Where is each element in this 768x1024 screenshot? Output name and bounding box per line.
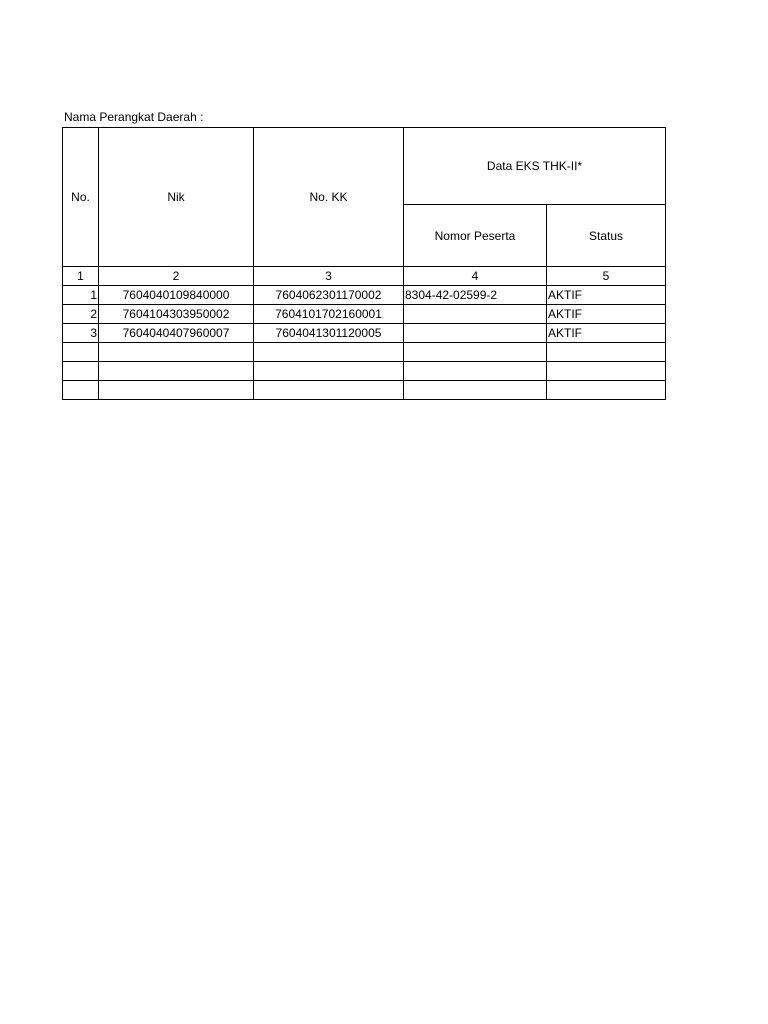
cell-no-kk — [254, 343, 404, 362]
cell-no — [63, 362, 99, 381]
cell-no-kk — [254, 381, 404, 400]
column-number: 3 — [254, 267, 404, 286]
cell-status — [547, 343, 666, 362]
cell-no-kk: 7604041301120005 — [254, 324, 404, 343]
cell-nomor-peserta — [404, 343, 547, 362]
header-no-kk: No. KK — [254, 128, 404, 267]
cell-nik — [99, 343, 254, 362]
column-number: 1 — [63, 267, 99, 286]
cell-nik: 7604040109840000 — [99, 286, 254, 305]
cell-no-kk: 7604062301170002 — [254, 286, 404, 305]
table-row — [63, 324, 666, 343]
cell-nik — [99, 381, 254, 400]
column-number: 4 — [404, 267, 547, 286]
cell-nomor-peserta: 8304-42-02599-2 — [404, 286, 547, 305]
cell-no — [63, 343, 99, 362]
table-row — [63, 286, 666, 305]
cell-no: 3 — [63, 324, 99, 343]
data-table — [62, 127, 666, 400]
cell-nik: 7604104303950002 — [99, 305, 254, 324]
cell-no: 2 — [63, 305, 99, 324]
cell-no — [63, 381, 99, 400]
cell-status: AKTIF — [547, 324, 666, 343]
cell-status: AKTIF — [547, 305, 666, 324]
table-row — [63, 381, 666, 400]
header-nik: Nik — [99, 128, 254, 267]
cell-nik — [99, 362, 254, 381]
cell-nomor-peserta — [404, 362, 547, 381]
cell-status — [547, 362, 666, 381]
page-label: Nama Perangkat Daerah : — [64, 110, 204, 124]
column-number: 2 — [99, 267, 254, 286]
column-number-row — [63, 267, 666, 286]
cell-status — [547, 381, 666, 400]
cell-status: AKTIF — [547, 286, 666, 305]
column-number: 5 — [547, 267, 666, 286]
cell-nomor-peserta — [404, 324, 547, 343]
cell-nomor-peserta — [404, 305, 547, 324]
cell-nik: 7604040407960007 — [99, 324, 254, 343]
cell-no-kk — [254, 362, 404, 381]
table-row — [63, 343, 666, 362]
cell-nomor-peserta — [404, 381, 547, 400]
cell-no-kk: 7604101702160001 — [254, 305, 404, 324]
header-status: Status — [547, 205, 666, 267]
header-no: No. — [63, 128, 99, 267]
table-row — [63, 362, 666, 381]
cell-no: 1 — [63, 286, 99, 305]
table-row — [63, 305, 666, 324]
header-nomor-peserta: Nomor Peserta — [404, 205, 547, 267]
header-data-eks: Data EKS THK-II* — [404, 128, 666, 205]
